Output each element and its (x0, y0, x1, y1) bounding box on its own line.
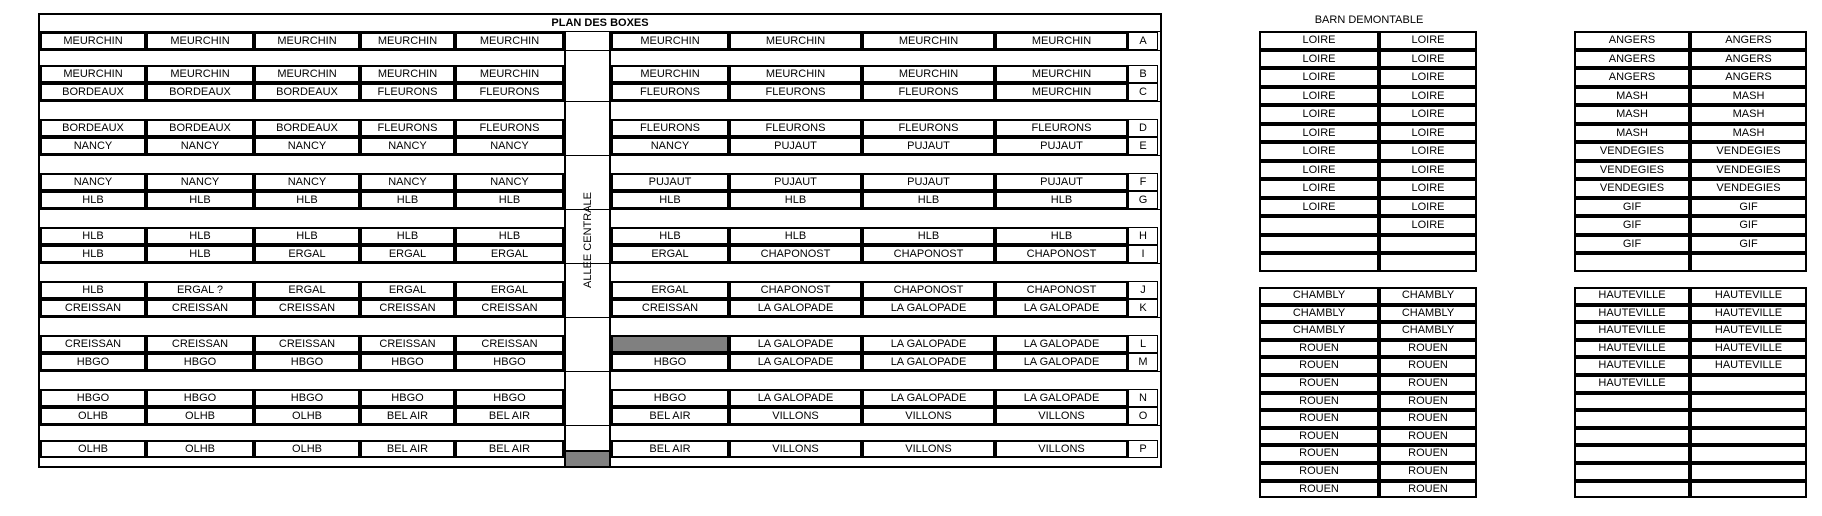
box-cell: CHAPONOST (862, 245, 995, 263)
box-cell: LOIRE (1379, 179, 1477, 198)
box-cell: VENDEGIES (1574, 142, 1690, 161)
row-letter: L (1128, 335, 1158, 353)
box-cell: PUJAUT (611, 173, 729, 191)
box-cell: LOIRE (1379, 124, 1477, 143)
box-cell: MEURCHIN (611, 65, 729, 83)
box-cell: VENDEGIES (1690, 179, 1807, 198)
box-cell: HBGO (360, 353, 455, 371)
box-cell: MEURCHIN (995, 65, 1128, 83)
empty-box-cell (1259, 235, 1379, 254)
row-divider (40, 155, 1160, 156)
box-cell: LOIRE (1379, 216, 1477, 235)
box-cell: ROUEN (1379, 340, 1477, 358)
box-cell: NANCY (360, 173, 455, 191)
box-cell: LOIRE (1379, 31, 1477, 50)
box-cell: HLB (995, 227, 1128, 245)
box-cell: HLB (146, 191, 254, 209)
row-divider (40, 317, 1160, 318)
box-cell: CHAMBLY (1379, 305, 1477, 323)
box-cell: MEURCHIN (862, 32, 995, 50)
empty-box-cell (1574, 393, 1690, 411)
box-cell: HBGO (360, 389, 455, 407)
box-cell: MEURCHIN (254, 65, 360, 83)
box-cell: MASH (1574, 124, 1690, 143)
box-cell: NANCY (455, 137, 564, 155)
box-cell: PUJAUT (729, 137, 862, 155)
empty-box-cell (1574, 410, 1690, 428)
box-cell: HLB (40, 191, 146, 209)
box-cell: LA GALOPADE (729, 353, 862, 371)
box-cell: CREISSAN (360, 335, 455, 353)
box-cell: MEURCHIN (40, 65, 146, 83)
box-cell: LA GALOPADE (862, 353, 995, 371)
box-cell: LOIRE (1259, 31, 1379, 50)
box-cell: HBGO (40, 353, 146, 371)
box-cell: GIF (1690, 216, 1807, 235)
plan-title: PLAN DES BOXES (40, 15, 1160, 32)
box-cell: BEL AIR (611, 407, 729, 425)
box-cell: MEURCHIN (146, 65, 254, 83)
box-cell: LA GALOPADE (995, 299, 1128, 317)
row-letter: O (1128, 407, 1158, 425)
box-cell: ROUEN (1379, 393, 1477, 411)
box-cell: HLB (611, 227, 729, 245)
box-cell: FLEURONS (862, 83, 995, 101)
box-cell: HLB (455, 191, 564, 209)
box-cell: HAUTEVILLE (1574, 287, 1690, 305)
box-cell: PUJAUT (862, 173, 995, 191)
box-cell: ROUEN (1259, 393, 1379, 411)
box-cell: MEURCHIN (254, 32, 360, 50)
box-cell: FLEURONS (611, 119, 729, 137)
box-cell: OLHB (40, 407, 146, 425)
box-cell: NANCY (360, 137, 455, 155)
box-cell: ANGERS (1574, 31, 1690, 50)
box-cell: CHAPONOST (995, 281, 1128, 299)
box-cell: HLB (455, 227, 564, 245)
central-aisle (564, 32, 611, 466)
box-cell: ROUEN (1259, 375, 1379, 393)
box-cell: MEURCHIN (995, 32, 1128, 50)
box-cell: CHAPONOST (862, 281, 995, 299)
row-letter: H (1128, 227, 1158, 245)
row-letter: I (1128, 245, 1158, 263)
box-cell: LOIRE (1379, 161, 1477, 180)
box-cell: PUJAUT (729, 173, 862, 191)
row-letter: F (1128, 173, 1158, 191)
row-letter: G (1128, 191, 1158, 209)
box-cell: HBGO (455, 353, 564, 371)
box-cell: ROUEN (1259, 428, 1379, 446)
box-cell: HBGO (254, 389, 360, 407)
row-divider (40, 209, 1160, 210)
box-cell: VENDEGIES (1574, 161, 1690, 180)
empty-box-cell (1690, 445, 1807, 463)
box-cell: MEURCHIN (146, 32, 254, 50)
row-letter: P (1128, 440, 1158, 458)
box-cell: ANGERS (1690, 68, 1807, 87)
row-divider (40, 101, 1160, 102)
box-cell: LOIRE (1379, 50, 1477, 69)
hauteville-table (1574, 287, 1807, 498)
box-cell: LOIRE (1259, 142, 1379, 161)
row-letter: M (1128, 353, 1158, 371)
box-cell: FLEURONS (729, 119, 862, 137)
row-letter: E (1128, 137, 1158, 155)
box-cell: MEURCHIN (729, 32, 862, 50)
box-cell: BEL AIR (455, 440, 564, 458)
box-cell: LOIRE (1259, 50, 1379, 69)
box-cell: GIF (1690, 198, 1807, 217)
box-cell: ROUEN (1259, 340, 1379, 358)
box-cell: HAUTEVILLE (1574, 375, 1690, 393)
box-cell: VILLONS (995, 440, 1128, 458)
box-cell: BEL AIR (455, 407, 564, 425)
box-cell: HAUTEVILLE (1690, 305, 1807, 323)
box-cell: LOIRE (1259, 105, 1379, 124)
box-cell: HBGO (611, 389, 729, 407)
box-cell: BORDEAUX (40, 119, 146, 137)
box-cell: MEURCHIN (360, 65, 455, 83)
box-cell: BORDEAUX (146, 83, 254, 101)
box-cell: MEURCHIN (455, 32, 564, 50)
box-cell: HLB (360, 191, 455, 209)
box-cell: ERGAL (611, 245, 729, 263)
empty-box-cell (1690, 375, 1807, 393)
aisle-gray-cell (564, 450, 611, 468)
box-cell: GIF (1574, 216, 1690, 235)
empty-box-cell (1690, 253, 1807, 272)
box-cell: FLEURONS (729, 83, 862, 101)
box-cell: ROUEN (1379, 375, 1477, 393)
box-cell: HLB (862, 227, 995, 245)
box-cell: LOIRE (1379, 198, 1477, 217)
box-cell: LA GALOPADE (729, 335, 862, 353)
box-cell: BEL AIR (611, 440, 729, 458)
box-cell: OLHB (254, 407, 360, 425)
box-cell: ROUEN (1259, 445, 1379, 463)
row-divider (40, 50, 1160, 51)
box-cell: ROUEN (1379, 428, 1477, 446)
box-cell: NANCY (40, 137, 146, 155)
box-cell: BORDEAUX (40, 83, 146, 101)
box-cell: VILLONS (862, 407, 995, 425)
box-cell: LOIRE (1259, 87, 1379, 106)
box-cell: CHAMBLY (1259, 305, 1379, 323)
box-cell: ANGERS (1690, 31, 1807, 50)
row-letter: K (1128, 299, 1158, 317)
box-cell: ERGAL (254, 245, 360, 263)
box-cell: LOIRE (1259, 68, 1379, 87)
angers-table (1574, 31, 1807, 272)
box-cell: MEURCHIN (40, 32, 146, 50)
box-cell: LOIRE (1259, 179, 1379, 198)
box-cell: LA GALOPADE (862, 335, 995, 353)
empty-box-cell (1574, 253, 1690, 272)
box-cell: MASH (1690, 124, 1807, 143)
box-cell: ERGAL (254, 281, 360, 299)
empty-box-cell (1690, 410, 1807, 428)
box-cell: LOIRE (1259, 124, 1379, 143)
box-cell: ERGAL ? (146, 281, 254, 299)
box-cell: ROUEN (1379, 357, 1477, 375)
box-cell: CREISSAN (254, 299, 360, 317)
box-cell: HLB (40, 227, 146, 245)
empty-box-cell (1690, 428, 1807, 446)
box-cell: HLB (40, 281, 146, 299)
box-cell: HLB (729, 227, 862, 245)
empty-box-cell (1379, 253, 1477, 272)
box-cell: ROUEN (1259, 357, 1379, 375)
box-cell: VENDEGIES (1574, 179, 1690, 198)
row-letter: D (1128, 119, 1158, 137)
box-cell: MEURCHIN (455, 65, 564, 83)
box-cell: ANGERS (1690, 50, 1807, 69)
empty-box-cell (1259, 216, 1379, 235)
box-cell: HLB (146, 227, 254, 245)
box-cell: NANCY (146, 173, 254, 191)
chambly-table (1259, 287, 1477, 498)
row-letter: C (1128, 83, 1158, 101)
box-cell: HBGO (611, 353, 729, 371)
box-cell: VENDEGIES (1690, 161, 1807, 180)
box-cell: CHAMBLY (1259, 287, 1379, 305)
box-cell: ERGAL (360, 245, 455, 263)
box-cell: HAUTEVILLE (1574, 340, 1690, 358)
box-cell: OLHB (254, 440, 360, 458)
box-cell: BORDEAUX (146, 119, 254, 137)
box-cell: GIF (1690, 235, 1807, 254)
empty-box-cell (1379, 235, 1477, 254)
row-divider (40, 425, 1160, 426)
box-cell: LA GALOPADE (729, 299, 862, 317)
box-cell: CHAMBLY (1379, 287, 1477, 305)
box-cell: PUJAUT (995, 137, 1128, 155)
box-cell: CREISSAN (40, 299, 146, 317)
box-cell: CHAMBLY (1379, 322, 1477, 340)
box-cell: FLEURONS (360, 119, 455, 137)
row-letter: B (1128, 65, 1158, 83)
box-cell: ROUEN (1259, 410, 1379, 428)
row-letter: N (1128, 389, 1158, 407)
box-cell: HLB (729, 191, 862, 209)
barn-title: BARN DEMONTABLE (1314, 14, 1424, 26)
box-cell: HAUTEVILLE (1690, 357, 1807, 375)
box-cell: FLEURONS (360, 83, 455, 101)
box-cell: FLEURONS (611, 83, 729, 101)
box-cell: PUJAUT (995, 173, 1128, 191)
box-cell: VILLONS (862, 440, 995, 458)
empty-box-cell (1574, 481, 1690, 499)
box-cell: HBGO (254, 353, 360, 371)
box-cell: CHAPONOST (995, 245, 1128, 263)
box-cell: HLB (254, 191, 360, 209)
box-cell: CREISSAN (455, 299, 564, 317)
box-cell: NANCY (455, 173, 564, 191)
box-cell: HLB (360, 227, 455, 245)
empty-box-cell (1574, 463, 1690, 481)
box-cell: ERGAL (611, 281, 729, 299)
box-cell: LA GALOPADE (995, 335, 1128, 353)
box-cell: ERGAL (360, 281, 455, 299)
box-cell: CREISSAN (146, 299, 254, 317)
box-cell: VILLONS (729, 440, 862, 458)
box-cell: OLHB (40, 440, 146, 458)
loire-table (1259, 31, 1477, 272)
box-cell: ROUEN (1379, 445, 1477, 463)
box-cell: LA GALOPADE (729, 389, 862, 407)
box-cell: MEURCHIN (995, 83, 1128, 101)
box-cell: GIF (1574, 198, 1690, 217)
empty-box-cell (1690, 393, 1807, 411)
box-cell: MEURCHIN (729, 65, 862, 83)
box-cell: LOIRE (1259, 161, 1379, 180)
row-divider (40, 371, 1160, 372)
box-cell: VENDEGIES (1690, 142, 1807, 161)
box-plan (38, 13, 1162, 468)
box-cell: LA GALOPADE (862, 299, 995, 317)
box-cell: VILLONS (729, 407, 862, 425)
box-cell: ANGERS (1574, 68, 1690, 87)
box-cell: HAUTEVILLE (1574, 357, 1690, 375)
box-cell: MASH (1574, 87, 1690, 106)
aisle-label: ALLEE CENTRALE (581, 192, 594, 289)
empty-box-cell (1690, 481, 1807, 499)
box-cell: ANGERS (1574, 50, 1690, 69)
box-cell: FLEURONS (455, 83, 564, 101)
box-cell: NANCY (254, 173, 360, 191)
box-cell: HAUTEVILLE (1690, 287, 1807, 305)
row-divider (40, 263, 1160, 264)
box-cell: NANCY (146, 137, 254, 155)
box-cell: LA GALOPADE (995, 353, 1128, 371)
box-cell: CHAPONOST (729, 245, 862, 263)
box-cell: CHAPONOST (729, 281, 862, 299)
box-cell: MASH (1690, 87, 1807, 106)
box-cell: NANCY (254, 137, 360, 155)
box-cell: ROUEN (1259, 481, 1379, 499)
box-cell: LA GALOPADE (995, 389, 1128, 407)
box-cell: HAUTEVILLE (1690, 340, 1807, 358)
box-cell: MEURCHIN (862, 65, 995, 83)
box-cell: CREISSAN (455, 335, 564, 353)
box-cell: BORDEAUX (254, 119, 360, 137)
row-letter: J (1128, 281, 1158, 299)
box-cell: HLB (862, 191, 995, 209)
box-cell: NANCY (611, 137, 729, 155)
empty-box-cell (1574, 445, 1690, 463)
box-cell: CREISSAN (146, 335, 254, 353)
box-cell: ROUEN (1379, 481, 1477, 499)
box-cell: VILLONS (995, 407, 1128, 425)
box-cell: BEL AIR (360, 440, 455, 458)
empty-box-cell (1259, 253, 1379, 272)
box-cell: CREISSAN (360, 299, 455, 317)
box-cell: BEL AIR (360, 407, 455, 425)
box-cell: ROUEN (1379, 463, 1477, 481)
box-cell: HLB (146, 245, 254, 263)
row-letter: A (1128, 32, 1158, 50)
box-cell: HLB (40, 245, 146, 263)
box-cell: FLEURONS (995, 119, 1128, 137)
box-cell: HBGO (146, 389, 254, 407)
box-cell: ERGAL (455, 245, 564, 263)
box-cell: OLHB (146, 440, 254, 458)
box-cell: ROUEN (1259, 463, 1379, 481)
box-cell: LA GALOPADE (862, 389, 995, 407)
box-cell: HLB (995, 191, 1128, 209)
box-cell: CREISSAN (40, 335, 146, 353)
box-cell: ROUEN (1379, 410, 1477, 428)
box-cell: HAUTEVILLE (1574, 322, 1690, 340)
box-cell: GIF (1574, 235, 1690, 254)
box-cell: LOIRE (1379, 68, 1477, 87)
box-cell: FLEURONS (862, 119, 995, 137)
box-cell: NANCY (40, 173, 146, 191)
box-cell: HBGO (146, 353, 254, 371)
box-cell: HLB (254, 227, 360, 245)
box-cell: MEURCHIN (360, 32, 455, 50)
box-cell: MEURCHIN (611, 32, 729, 50)
box-cell: LOIRE (1379, 87, 1477, 106)
box-cell: PUJAUT (862, 137, 995, 155)
box-cell: CHAMBLY (1259, 322, 1379, 340)
box-cell: FLEURONS (455, 119, 564, 137)
box-cell: HAUTEVILLE (1574, 305, 1690, 323)
box-cell: HAUTEVILLE (1690, 322, 1807, 340)
box-cell: HLB (611, 191, 729, 209)
box-cell: MASH (1574, 105, 1690, 124)
box-cell: OLHB (146, 407, 254, 425)
empty-box-cell (1690, 463, 1807, 481)
box-cell: MASH (1690, 105, 1807, 124)
box-cell: CREISSAN (254, 335, 360, 353)
box-cell: BORDEAUX (254, 83, 360, 101)
box-cell: ERGAL (455, 281, 564, 299)
box-cell: LOIRE (1379, 105, 1477, 124)
empty-box-cell (1574, 428, 1690, 446)
box-cell: LOIRE (1379, 142, 1477, 161)
box-cell: HBGO (40, 389, 146, 407)
box-cell: HBGO (455, 389, 564, 407)
empty-box-cell (611, 335, 729, 353)
box-cell: LOIRE (1259, 198, 1379, 217)
box-cell: CREISSAN (611, 299, 729, 317)
